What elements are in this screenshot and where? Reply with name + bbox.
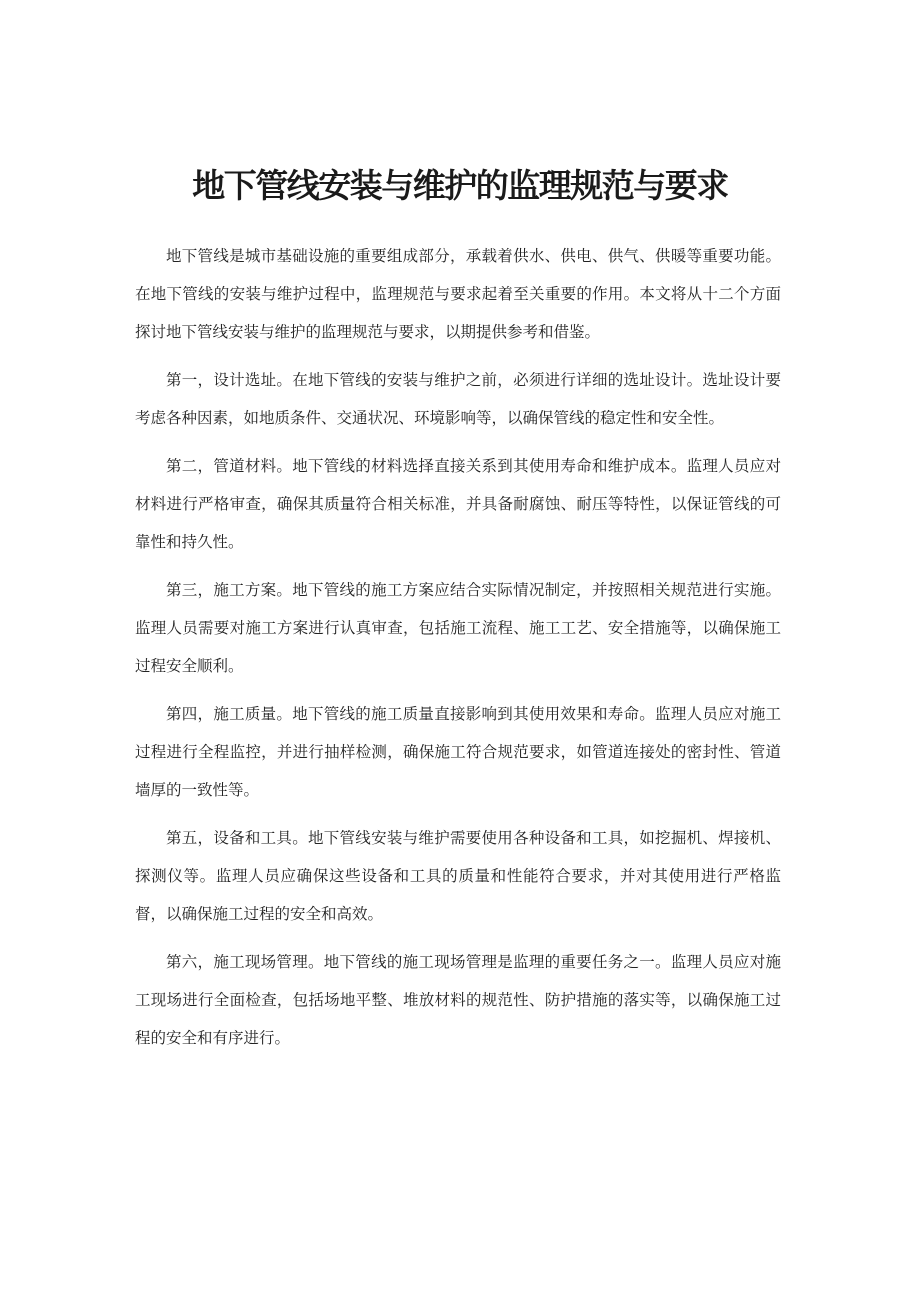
document-title: 地下管线安装与维护的监理规范与要求 [192,166,728,205]
paragraph-3: 第三，施工方案。地下管线的施工方案应结合实际情况制定，并按照相关规范进行实施。监理人员需要对施工方案进行认真审查，包括施工流程、施工工艺、安全措施等，以确保施工过程安全顺利。 [135,581,781,675]
paragraph-5: 第五，设备和工具。地下管线安装与维护需要使用各种设备和工具，如挖掘机、焊接机、探测仪等。监理人员应确保这些设备和工具的质量和性能符合要求，并对其使用进行严格监督，以确保施工过程的安全和高效。 [135,829,781,923]
paragraph-6: 第六，施工现场管理。地下管线的施工现场管理是监理的重要任务之一。监理人员应对施工现场进行全面检查，包括场地平整、堆放材料的规范性、防护措施的落实等，以确保施工过程的安全和有序进行。 [135,953,781,1047]
paragraph-2: 第二，管道材料。地下管线的材料选择直接关系到其使用寿命和维护成本。监理人员应对材料进行严格审查，确保其质量符合相关标准，并具备耐腐蚀、耐压等特性，以保证管线的可靠性和持久性。 [135,457,781,551]
paragraph-intro: 地下管线是城市基础设施的重要组成部分，承载着供水、供电、供气、供暖等重要功能。在地下管线的安装与维护过程中，监理规范与要求起着至关重要的作用。本文将从十二个方面探讨地下管线安装与维护的监理规范与要求，以期提供参考和借鉴。 [135,247,781,341]
paragraph-4: 第四，施工质量。地下管线的施工质量直接影响到其使用效果和寿命。监理人员应对施工过程进行全程监控，并进行抽样检测，确保施工符合规范要求，如管道连接处的密封性、管道墙厚的一致性等。 [135,705,781,799]
paragraph-1: 第一，设计选址。在地下管线的安装与维护之前，必须进行详细的选址设计。选址设计要考虑各种因素，如地质条件、交通状况、环境影响等，以确保管线的稳定性和安全性。 [135,371,781,427]
document-body [135,237,781,1067]
